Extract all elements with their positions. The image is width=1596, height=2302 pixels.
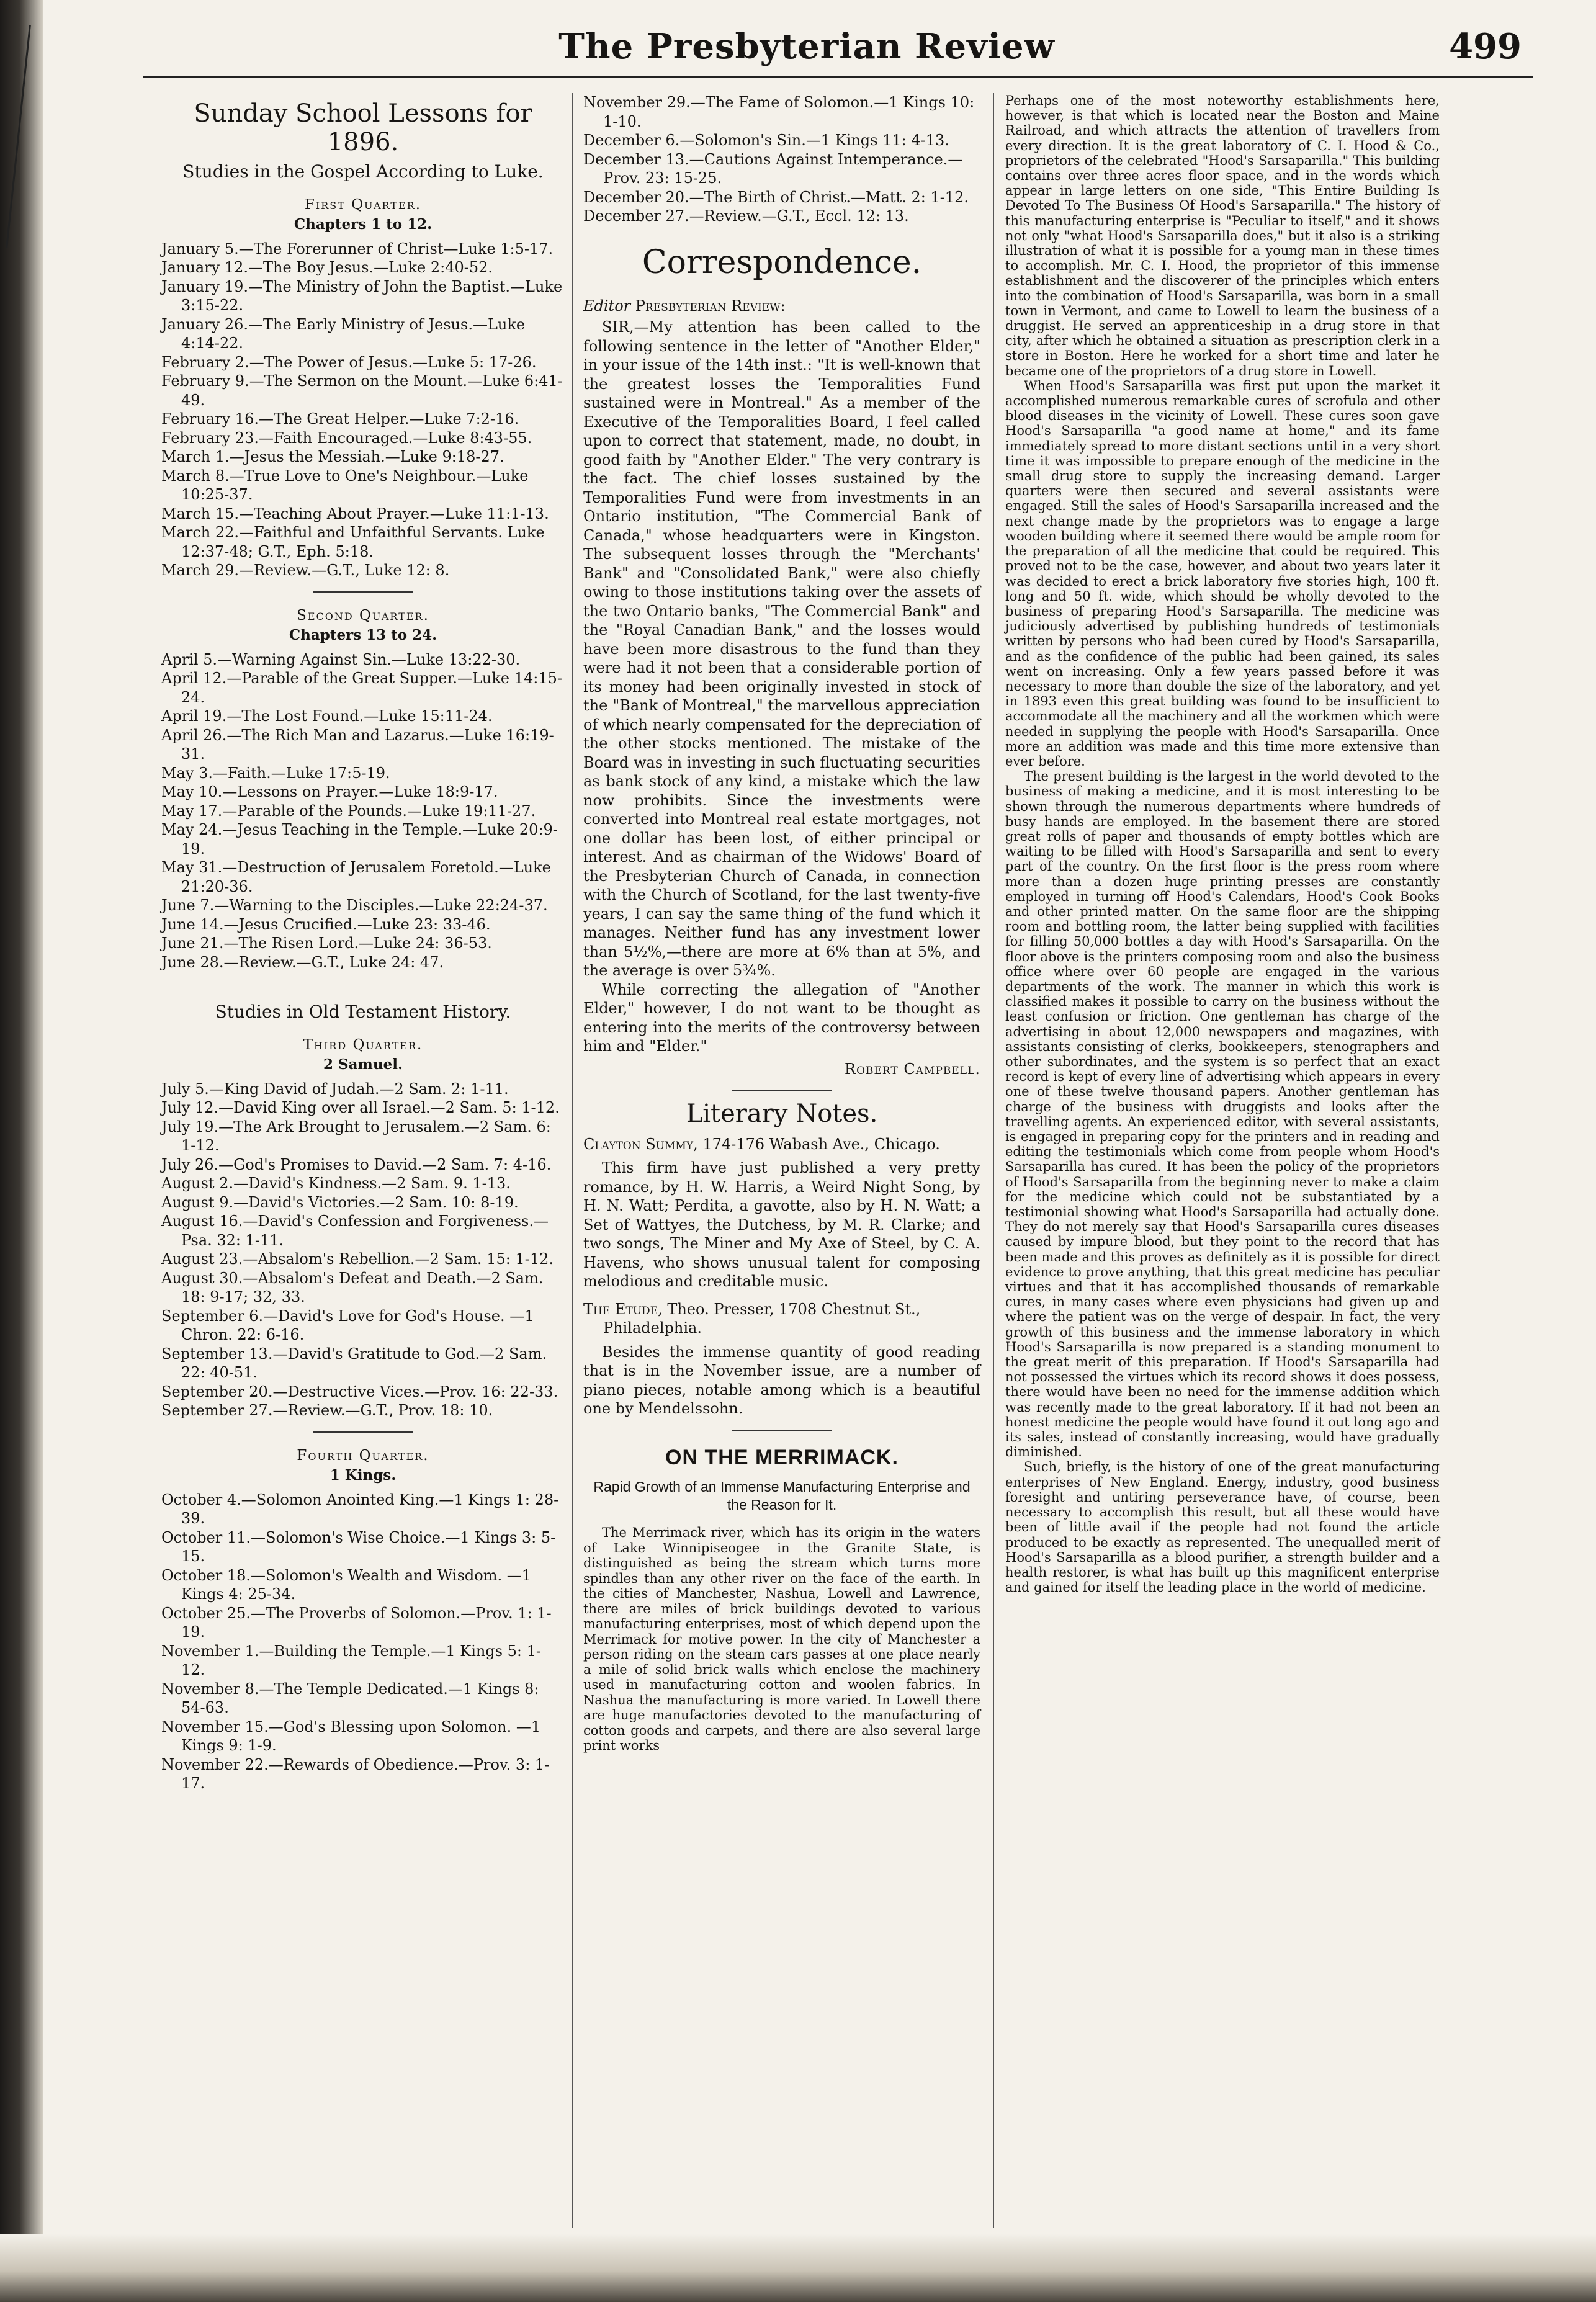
lesson-entry: November 29.—The Fame of Solomon.—1 Kings 10: 1-10. — [583, 94, 975, 130]
second-quarter-heading: Second Quarter. — [297, 607, 429, 624]
letter-signature: Robert Campbell. — [845, 1060, 980, 1078]
running-title: The Presbyterian Review — [558, 26, 1055, 67]
section-rule — [313, 591, 413, 593]
binding-mark — [6, 25, 35, 248]
lesson-entry: November 8.—The Temple Dedicated.—1 Kings 8: 54-63. — [161, 1680, 539, 1716]
lesson-entry: November 1.—Building the Temple.—1 Kings 5: 1-12. — [161, 1642, 542, 1678]
gospel-subtitle: Studies in the Gospel According to Luke. — [182, 161, 544, 182]
lesson-entry: August 16.—David's Confession and Forgiveness.—Psa. 32: 1-11. — [161, 1212, 549, 1249]
lesson-entry: June 21.—The Risen Lord.—Luke 24: 36-53. — [161, 934, 492, 952]
lesson-entry: May 24.—Jesus Teaching in the Temple.—Luke 20:9-19. — [161, 821, 558, 858]
editor-salutation — [583, 297, 980, 316]
article-paragraph: The present building is the largest in the world devoted to the business of making a medicine, and it is most interesting to be shown through the numerous departments where hundreds of busy hands are employed. In the basement there are stored great rolls of paper and thousands of empty bottles which are waiting to be filled with Hood's Sarsaparilla and sent to every part of the country. On the first floor is the press room where more than a dozen huge printing presses are constantly employed in turning off Hood's Calendars, Hood's Cook Books and other printed matter. On the same floor are the shipping room and bottling room, the latter being supplied with facilities for filling 50,000 bottles a day with Hood's Sarsaparilla. On the floor above is the printers composing room and also the business office where over 60 people are engaged in the various departments of the work. The manner in which this work is classified makes it possible to carry on the business without the least confusion or friction. One gentleman has charge of the advertising in about 12,000 newspapers and magazines, with assistants consisting of clerks, bookkeepers, stenographers and other subordinates, and the system is so perfect that an exact record is kept of every line of advertising which appears in every one of these twelve thousand papers. Another gentleman has charge of the business with druggists and looks after the travelling agents. An experienced editor, with several assistants, is engaged in preparing copy for the printers and in reading and editing the testimonials which come from people whom Hood's Sarsaparilla has cured. It has been the policy of the proprietors of Hood's Sarsaparilla from the beginning never to make a claim for the medicine which could not be substantiated by a testimonial showing what Hood's Sarsaparilla had actually done. They do not merely say that Hood's Sarsaparilla cures diseases caused by impure blood, but they point to the record that has been made and this proves as definitely as it is possible for direct evidence to prove anything, that this great medicine has peculiar virtues and that it has accomplished thousands of remarkable cures, in many cases where even physicians had given up and where the patient was on the verge of despair. In fact, the very growth of this business and the immense laboratory in which Hood's Sarsaparilla is now prepared is a standing monument to the great merit of this preparation. If Hood's Sarsaparilla had not possessed the virtues which its record shows it does possess, there would have been no need for the immense addition which was recently made to the great laboratory. If it had not been an honest medicine the people would have found it out long ago and its sales, instead of constantly increasing, would have gradually diminished. — [1005, 769, 1440, 1460]
lesson-entry: October 4.—Solomon Anointed King.—1 Kings 1: 28-39. — [161, 1490, 559, 1527]
lesson-entry: September 6.—David's Love for God's House. —1 Chron. 22: 6-16. — [161, 1307, 534, 1343]
editor-label: Editor — [583, 297, 631, 315]
lesson-entry: October 18.—Solomon's Wealth and Wisdom. —1 Kings 4: 25-34. — [161, 1566, 531, 1603]
lesson-entry: July 5.—King David of Judah.—2 Sam. 2: 1-11. — [161, 1080, 509, 1098]
literary-paragraph: This firm have just published a very pretty romance, by H. W. Harris, a Weird Night Song, by H. N. Watt; Perdita, a gavotte, also by H. N. Watt; a Set of Wattyes, the Dutchess, by M. R. Clarke; and two songs, The Miner and My Axe of Steel, by C. A. Havens, who shows unusual talent for composing melodious and creditable music. — [583, 1159, 980, 1290]
second-quarter-chapters: Chapters 13 to 24. — [289, 627, 437, 643]
literary-notes-title: Literary Notes. — [686, 1099, 878, 1128]
third-quarter-lessons — [161, 1080, 565, 1420]
lesson-entry: June 7.—Warning to the Disciples.—Luke 22:24-37. — [161, 897, 548, 914]
old-testament-subtitle: Studies in Old Testament History. — [215, 1001, 511, 1022]
lesson-entry: August 23.—Absalom's Rebellion.—2 Sam. 15: 1-12. — [161, 1250, 554, 1268]
lesson-entry: October 11.—Solomon's Wise Choice.—1 Kings 3: 5-15. — [161, 1528, 556, 1565]
lesson-entry: November 22.—Rewards of Obedience.—Prov. 3: 1-17. — [161, 1755, 550, 1792]
third-quarter-heading: Third Quarter. — [303, 1036, 423, 1053]
lesson-entry: July 19.—The Ark Brought to Jerusalem.—2 Sam. 6: 1-12. — [161, 1117, 551, 1154]
literary-paragraph: Besides the immense quantity of good reading that is in the November issue, are a number of piano pieces, notable among which is a beautiful one by Mendelssohn. — [583, 1343, 980, 1417]
lesson-entry: July 26.—God's Promises to David.—2 Sam. 7: 4-16. — [161, 1155, 552, 1173]
merrimack-paragraph: The Merrimack river, which has its origin in the waters of Lake Winnipiseogee in the Granite State, is distinguished as being the stream which turns more spindles than any other river on the face of the earth. In the cities of Manchester, Nashua, Lowell and Lawrence, there are miles of brick buildings devoted to various manufacturing enterprises, most of which depend upon the Merrimack for motive power. In the city of Manchester a person riding on the steam cars passes at one place nearly a mile of solid brick walls which enclose the machinery used in manufacturing cotton and woolen fabrics. In Nashua the manufacturing is more varied. In Lowell there are huge manufactories devoted to the manufacturing of cotton goods and carpets, and there are also several large print works — [583, 1525, 980, 1753]
lesson-entry: February 2.—The Power of Jesus.—Luke 5: 17-26. — [161, 353, 537, 371]
lesson-entry: December 20.—The Birth of Christ.—Matt. 2: 1-12. — [583, 188, 969, 206]
correspondence-title: Correspondence. — [642, 243, 922, 281]
fourth-quarter-book: 1 Kings. — [330, 1467, 397, 1484]
lesson-entry: March 1.—Jesus the Messiah.—Luke 9:18-27. — [161, 448, 504, 465]
article-paragraph: Perhaps one of the most noteworthy establishments here, however, is that which is located near the Boston and Maine Railroad, and which attracts the attention of travellers from every direction. It is the great laboratory of C. I. Hood & Co., proprietors of the celebrated "Hood's Sarsaparilla." This building contains over three acres floor space, and in the words which appear in large letters on one side, "This Entire Building Is Devoted To The Business Of Hood's Sarsaparilla." The history of this manufacturing enterprise is "Peculiar to itself," and it shows not only "what Hood's Sarsaparilla does," but it also is a striking illustration of what it is possible for a young man in these times to accomplish. Mr. C. I. Hood, the proprietor of this immense establishment and the discoverer of the principles which enters into the combination of Hood's Sarsaparilla, was born in a small town in Vermont, and came to Lowell to learn the business of a druggist. He served an apprenticeship in a drug store in that city, after which he obtained a situation as prescription clerk in a store in Boston. Here he worked for a short time and later he became one of the proprietors of a drug store in Lowell. — [1005, 93, 1440, 378]
lesson-entry: April 12.—Parable of the Great Supper.—Luke 14:15-24. — [161, 670, 563, 706]
lesson-entry: May 17.—Parable of the Pounds.—Luke 19:11-27. — [161, 802, 536, 820]
third-quarter-book: 2 Samuel. — [323, 1056, 403, 1073]
header-rule — [143, 76, 1533, 78]
lesson-entry: June 28.—Review.—G.T., Luke 24: 47. — [161, 953, 444, 971]
lesson-entry: August 30.—Absalom's Defeat and Death.—2 Sam. 18: 9-17; 32, 33. — [161, 1269, 544, 1306]
spacer — [161, 972, 565, 996]
lesson-entry: January 5.—The Forerunner of Christ—Luke 1:5-17. — [161, 240, 554, 258]
lesson-entry: May 10.—Lessons on Prayer.—Luke 18:9-17. — [161, 783, 498, 800]
lesson-entry: December 13.—Cautions Against Intemperance.—Prov. 23: 15-25. — [583, 150, 963, 187]
lesson-entry: July 12.—David King over all Israel.—2 Sam. 5: 1-12. — [161, 1099, 560, 1116]
lesson-entry: April 19.—The Lost Found.—Luke 15:11-24. — [161, 707, 493, 725]
second-quarter-lessons — [161, 650, 565, 972]
publisher-address: 174-176 Wabash Ave., Chicago. — [702, 1135, 940, 1153]
letter-paragraph: While correcting the allegation of "Another Elder," however, I do not want to be thought as entering into the merits of the controversy between him and "Elder." — [583, 980, 980, 1055]
first-quarter-heading: First Quarter. — [304, 196, 422, 213]
letter-paragraph: SIR,—My attention has been called to the following sentence in the letter of "Another Elder," in your issue of the 14th inst.: "It is well-known that the greatest losses the Temporalities Fund sustained were in Montreal." As a member of the Executive of the Temporalities Board, I feel called upon to correct that statement, made, no doubt, in good faith by "Another Elder." The very contrary is the fact. The chief losses sustained by the Temporalities Fund were from investments in an Ontario institution, "The Commercial Bank of Canada," whose headquarters were in Kingston. The subsequent losses through the "Merchants' Bank" and "Consolidated Bank," were also chiefly owing to those institutions taking over the assets of the two Ontario banks, "The Commercial Bank" and the "Royal Canadian Bank," and the losses would have been more disastrous to the fund than they were had it not been that a considerable portion of its money had been originally invested in stock of the "Bank of Montreal," the marvellous appreciation of which nearly compensated for the depreciation of the other stocks mentioned. The mistake of the Board was in investing in such fluctuating securities as bank stock of any kind, a mistake which the law now prohibits. Since the investments were converted into Montreal real estate mortgages, not one dollar has been lost, of either principal or interest. And as chairman of the Widows' Board of the Presbyterian Church of Canada, in connection with the Church of Scotland, for the last twenty-five years, I can say the same thing of the fund which it manages. Neither fund has any investment lower than 5½%,—there are more at 6% than at 5%, and the average is over 5¾%. — [583, 318, 980, 979]
lessons-title: Sunday School Lessons for 1896. — [194, 99, 532, 156]
lesson-entry: February 16.—The Great Helper.—Luke 7:2-16. — [161, 410, 519, 428]
lesson-entry: November 15.—God's Blessing upon Solomon. —1 Kings 9: 1-9. — [161, 1718, 541, 1754]
lesson-entry: January 26.—The Early Ministry of Jesus.—Luke 4:14-22. — [161, 315, 526, 352]
page-number: 499 — [1449, 26, 1522, 67]
lesson-entry: March 22.—Faithful and Unfaithful Servants. Luke 12:37-48; G.T., Eph. 5:18. — [161, 524, 545, 560]
first-quarter-lessons — [161, 240, 565, 580]
lesson-entry: April 5.—Warning Against Sin.—Luke 13:22-30. — [161, 650, 521, 668]
lesson-entry: April 26.—The Rich Man and Lazarus.—Luke 16:19-31. — [161, 726, 554, 763]
lesson-entry: February 23.—Faith Encouraged.—Luke 8:43-55. — [161, 429, 532, 447]
section-rule — [732, 1090, 832, 1091]
publisher-line — [583, 1300, 980, 1338]
fourth-quarter-heading: Fourth Quarter. — [297, 1447, 429, 1464]
page-bottom-edge — [0, 2234, 1596, 2302]
lesson-entry: February 9.—The Sermon on the Mount.—Luke 6:41-49. — [161, 372, 563, 409]
lesson-entry: September 27.—Review.—G.T., Prov. 18: 10. — [161, 1402, 493, 1419]
column-3 — [1005, 93, 1440, 1595]
lesson-entry: January 12.—The Boy Jesus.—Luke 2:40-52. — [161, 259, 493, 276]
lesson-entry: December 27.—Review.—G.T., Eccl. 12: 13. — [583, 207, 909, 225]
merrimack-title: ON THE MERRIMACK. — [665, 1445, 899, 1469]
fourth-quarter-lessons — [161, 1490, 565, 1793]
publisher-address: Theo. Presser, 1708 Chestnut St., Philadelphia. — [603, 1300, 921, 1337]
publisher-name: The Etude, — [583, 1300, 663, 1318]
lesson-entry: March 29.—Review.—G.T., Luke 12: 8. — [161, 562, 450, 579]
lesson-entry: October 25.—The Proverbs of Solomon.—Prov. 1: 1-19. — [161, 1604, 552, 1641]
publisher-line — [583, 1135, 980, 1154]
binding-spine — [0, 0, 43, 2302]
section-rule — [732, 1430, 832, 1431]
editor-publication: Presbyterian Review: — [635, 297, 786, 315]
lesson-entry: January 19.—The Ministry of John the Baptist.—Luke 3:15-22. — [161, 277, 563, 314]
lesson-entry: August 2.—David's Kindness.—2 Sam. 9. 1-13. — [161, 1175, 511, 1192]
column-divider-1 — [572, 93, 573, 2228]
publisher-name: Clayton Summy, — [583, 1135, 698, 1153]
first-quarter-chapters: Chapters 1 to 12. — [294, 216, 433, 233]
column-divider-2 — [993, 93, 994, 2228]
lesson-entry: March 15.—Teaching About Prayer.—Luke 11:1-13. — [161, 504, 549, 522]
lesson-entry: June 14.—Jesus Crucified.—Luke 23: 33-46. — [161, 915, 491, 933]
merrimack-subtitle: Rapid Growth of an Immense Manufacturing Enterprise and the Reason for It. — [593, 1479, 971, 1513]
article-paragraph: When Hood's Sarsaparilla was first put upon the market it accomplished numerous remarkable cures of scrofula and other blood diseases in the vicinity of Lowell. These cures soon gave Hood's Sarsaparilla "a good name at home," and its fame immediately spread to more distant sections until in a very short time it was impossible to prepare enough of the medicine in the small drug store to supply the increasing demand. Larger quarters were then secured and several assistants were engaged. Still the sales of Hood's Sarsaparilla increased and the next change made by the proprietors was to engage a large wooden building where it seemed there would be ample room for the preparation of all the medicine that could be required. This proved not to be the case, however, and about two years later it was decided to erect a brick laboratory five stories high, 100 ft. long and 50 ft. wide, which should be wholly devoted to the business of preparing Hood's Sarsaparilla. The medicine was judiciously advertised by publishing hundreds of testimonials written by persons who had been cured by Hood's Sarsaparilla, and as the confidence of the public had been gained, its sales went on increasing. Only a few years passed before it was necessary to more than double the size of the laboratory, and yet in 1893 even this great building was found to be insufficient to accommodate all the machinery and all the workmen which were needed in supplying the people with Hood's Sarsaparilla. Once more an addition was made and this time more extensive than ever before. — [1005, 378, 1440, 769]
column-1 — [161, 93, 565, 1793]
lesson-entry: March 8.—True Love to One's Neighbour.—Luke 10:25-37. — [161, 467, 529, 503]
lesson-entry: May 31.—Destruction of Jerusalem Foretold.—Luke 21:20-36. — [161, 859, 551, 895]
section-rule — [313, 1431, 413, 1433]
lessons-continued — [583, 93, 980, 226]
lesson-entry: September 13.—David's Gratitude to God.—2 Sam. 22: 40-51. — [161, 1345, 547, 1381]
article-paragraph: Such, briefly, is the history of one of the great manufacturing enterprises of New England. Energy, industry, good business foresight and untiring perseverance have, of course, been necessary to accomplish this result, but all these would have been of little avail if the people had not found the article produced to be exactly as represented. The unequalled merit of Hood's Sarsaparilla as a blood purifier, a strength builder and a health restorer, is what has built up this magnificent enterprise and gained for itself the leading place in the world of medicine. — [1005, 1459, 1440, 1595]
lesson-entry: September 20.—Destructive Vices.—Prov. 16: 22-33. — [161, 1382, 558, 1400]
lesson-entry: May 3.—Faith.—Luke 17:5-19. — [161, 764, 390, 782]
lesson-entry: August 9.—David's Victories.—2 Sam. 10: 8-19. — [161, 1193, 519, 1211]
column-2 — [583, 93, 980, 1753]
lesson-entry: December 6.—Solomon's Sin.—1 Kings 11: 4-13. — [583, 132, 949, 149]
